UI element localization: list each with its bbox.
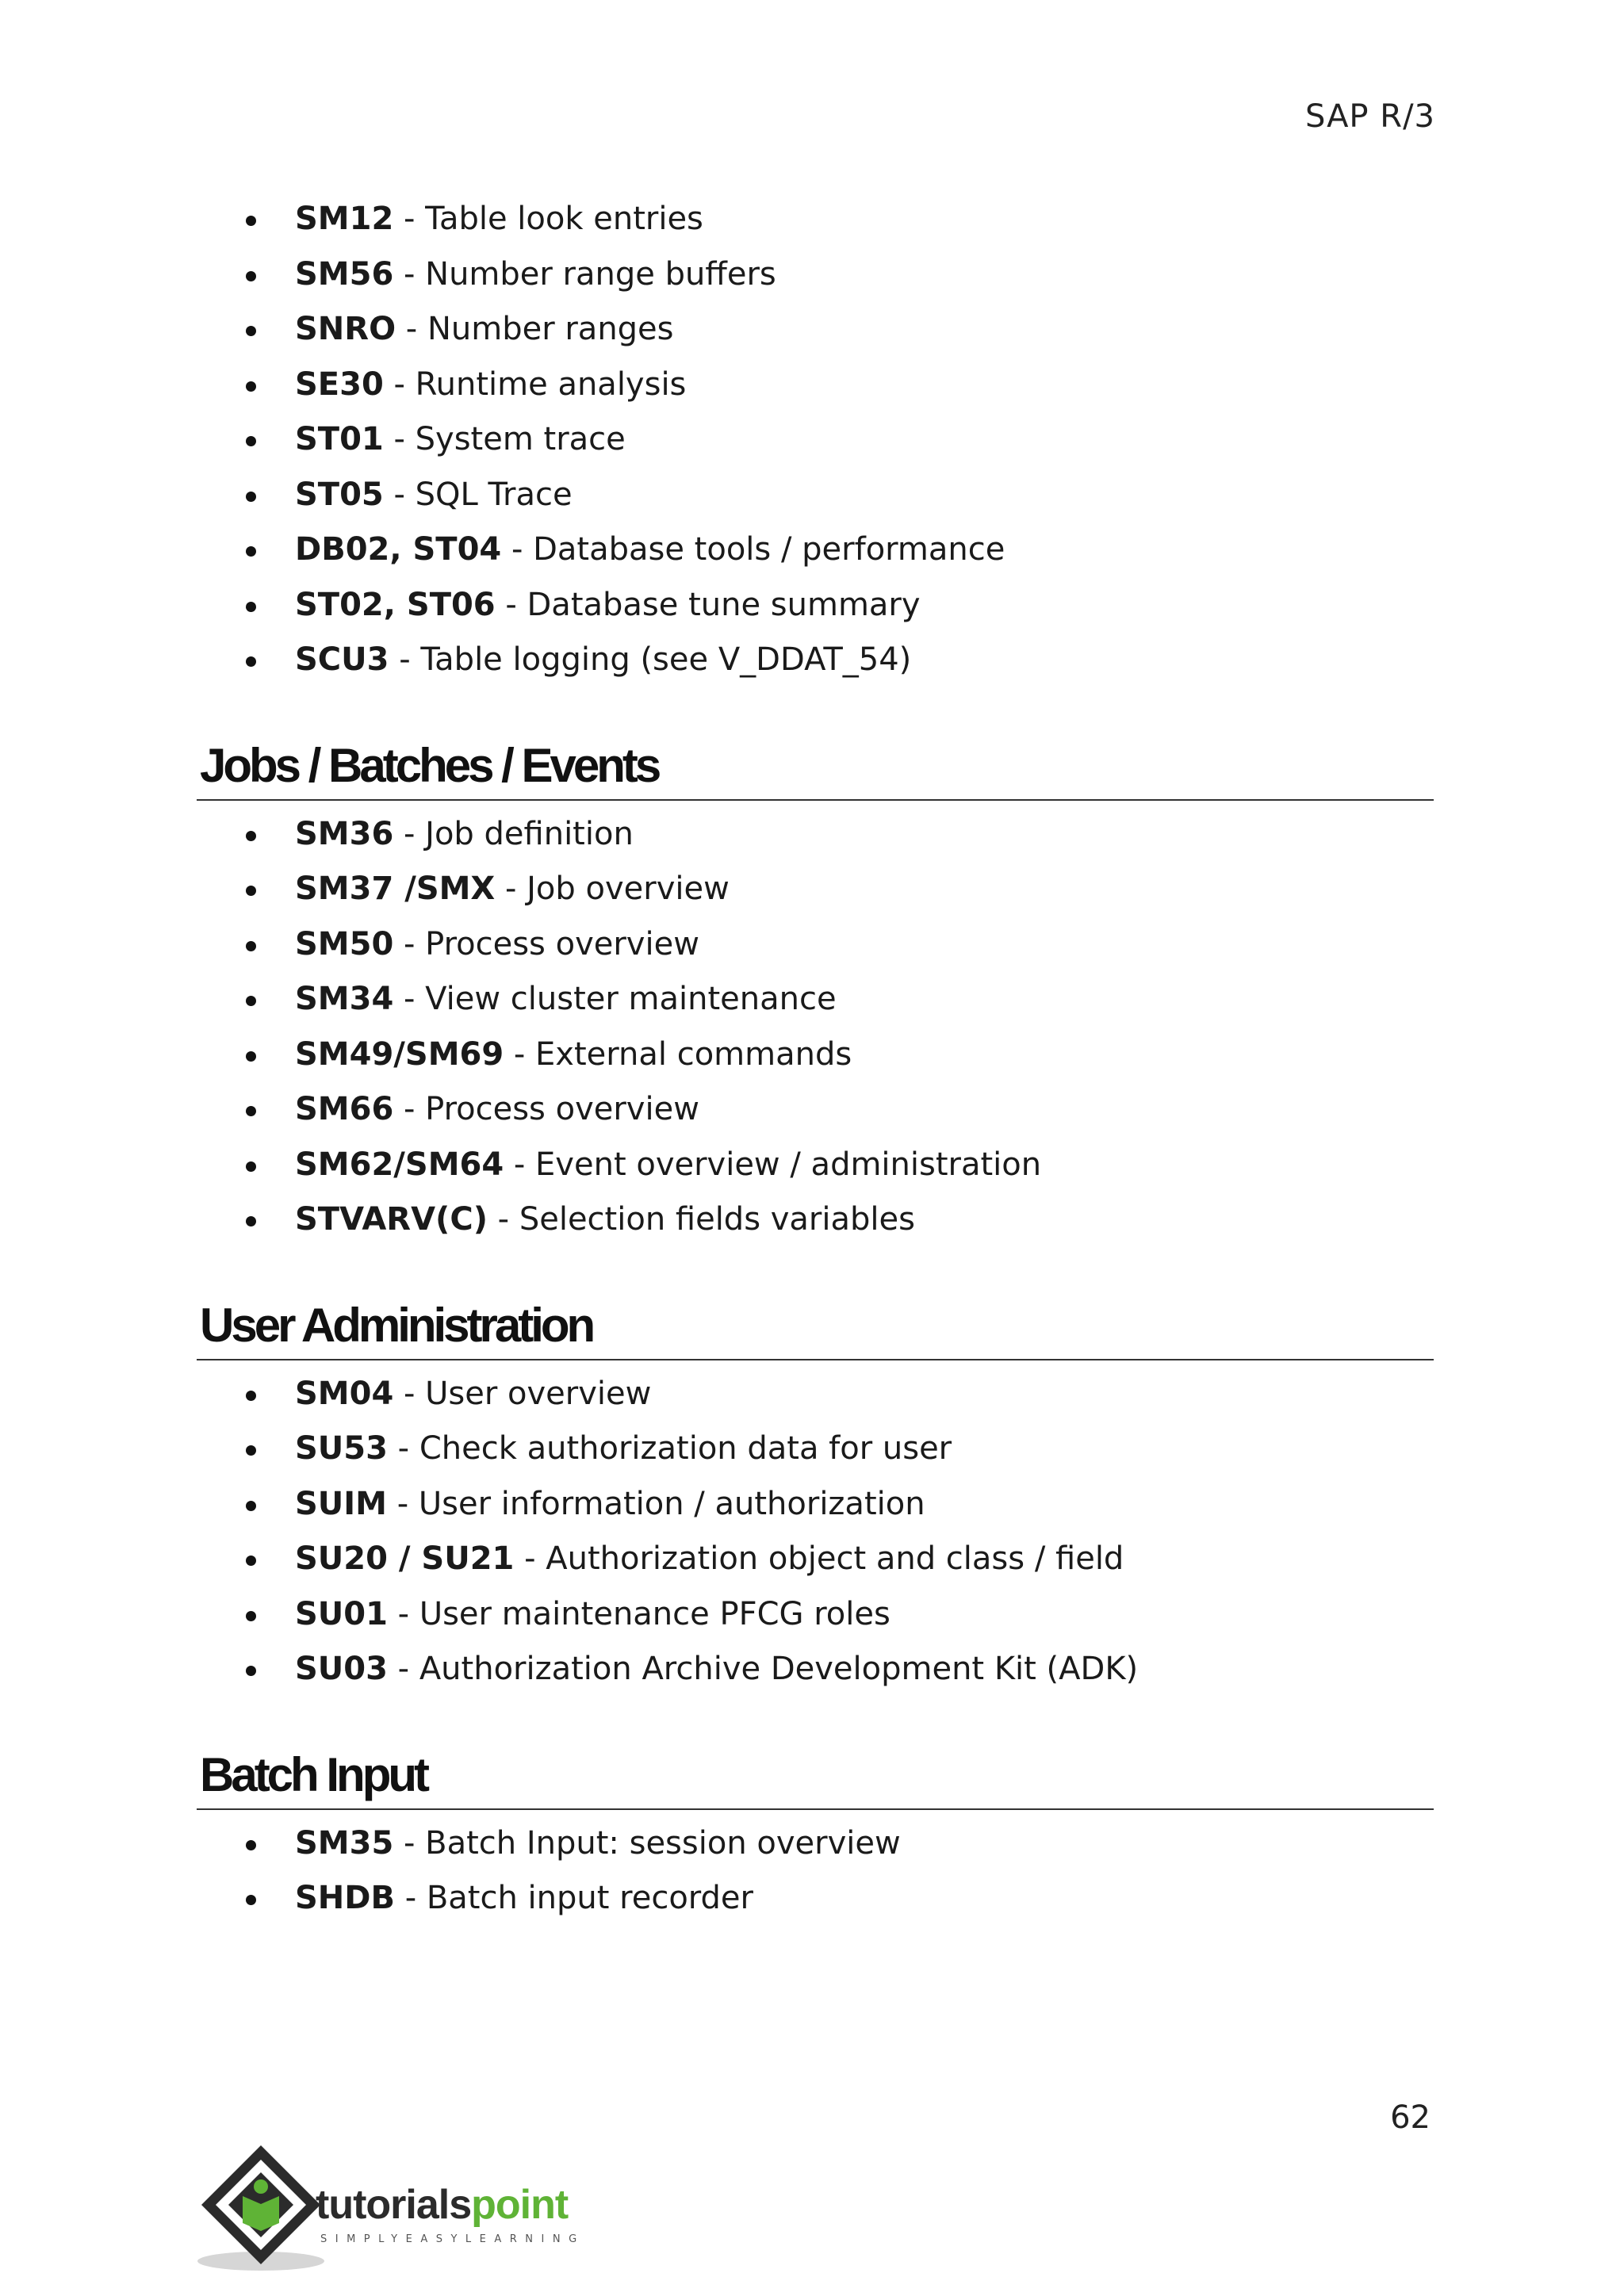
list-item: [197, 917, 1434, 973]
transaction-description: - User maintenance PFCG roles: [387, 1595, 891, 1632]
list-item: [197, 1642, 1434, 1697]
transaction-description: - Number range buffers: [393, 255, 776, 293]
bullet-icon: [246, 271, 256, 281]
transaction-code: SM50: [295, 925, 394, 962]
section-heading: Jobs / Batches / Events: [197, 737, 1434, 801]
list-item: [197, 247, 1434, 303]
page-number: 62: [1390, 2099, 1431, 2136]
transaction-list: [197, 807, 1434, 1248]
section: [197, 737, 1434, 1248]
list-item: [197, 862, 1434, 917]
sections: [197, 737, 1434, 1927]
bullet-icon: [246, 1501, 256, 1511]
list-item: [197, 578, 1434, 633]
bullet-icon: [246, 831, 256, 841]
transaction-code: SHDB: [295, 1880, 395, 1916]
transaction-description: - Event overview / administration: [504, 1146, 1042, 1183]
list-item: [197, 1367, 1434, 1422]
transaction-code: SM35: [295, 1824, 394, 1862]
transaction-code: SM62/SM64: [295, 1146, 504, 1183]
bullet-icon: [246, 1161, 256, 1172]
transaction-description: - SQL Trace: [383, 476, 573, 513]
transaction-code: STVARV(C): [295, 1201, 488, 1238]
list-item: [197, 972, 1434, 1027]
transaction-description: - Batch Input: session overview: [393, 1824, 901, 1862]
transaction-code: SM66: [295, 1091, 394, 1127]
bullet-icon: [246, 1840, 256, 1850]
transaction-code: SM04: [295, 1375, 394, 1412]
transaction-code: SM36: [295, 815, 394, 852]
transaction-description: - View cluster maintenance: [393, 981, 837, 1017]
list-item: [197, 1422, 1434, 1477]
transaction-list: [197, 1367, 1434, 1697]
transaction-description: - Job overview: [495, 871, 730, 907]
transaction-description: - User information / authorization: [386, 1485, 925, 1522]
transaction-description: - Authorization object and class / field: [514, 1540, 1124, 1577]
transaction-code: SU53: [295, 1430, 388, 1467]
bullet-icon: [246, 1051, 256, 1062]
list-item: [197, 633, 1434, 688]
list-item: [197, 302, 1434, 358]
bullet-icon: [246, 1106, 256, 1116]
transaction-code: SM56: [295, 255, 394, 293]
transaction-description: - Authorization Archive Development Kit (ADK): [387, 1651, 1139, 1687]
transaction-code: ST02, ST06: [295, 586, 496, 623]
transaction-description: - Process overview: [393, 1091, 699, 1127]
list-item: [197, 1532, 1434, 1587]
bullet-icon: [246, 941, 256, 951]
transaction-code: DB02, ST04: [295, 531, 502, 568]
list-item: [197, 192, 1434, 247]
transaction-code: SM49/SM69: [295, 1035, 504, 1073]
transaction-description: - Process overview: [393, 925, 699, 962]
transaction-code: SU01: [295, 1595, 388, 1632]
bullet-icon: [246, 546, 256, 557]
logo-figure-head: [254, 2179, 268, 2194]
transaction-description: - Check authorization data for user: [387, 1430, 952, 1467]
bullet-icon: [246, 1611, 256, 1621]
running-header: SAP R/3: [1304, 98, 1435, 135]
transaction-code: SM12: [295, 201, 394, 237]
list-item: [197, 1587, 1434, 1643]
transaction-description: - Database tools / performance: [501, 531, 1005, 568]
transaction-description: - Table logging (see V_DDAT_54): [389, 641, 912, 678]
bullet-icon: [246, 492, 256, 502]
section: [197, 1297, 1434, 1697]
section-heading: Batch Input: [197, 1747, 1434, 1810]
transaction-code: SCU3: [295, 641, 389, 678]
bullet-icon: [246, 216, 256, 226]
transaction-description: - Number ranges: [396, 311, 674, 347]
transaction-description: - Runtime analysis: [383, 365, 687, 403]
list-item: [197, 1027, 1434, 1083]
transaction-code: SM34: [295, 981, 394, 1017]
transaction-code: SU20 / SU21: [295, 1540, 515, 1577]
list-item: [197, 358, 1434, 413]
transaction-description: - Job definition: [393, 815, 634, 852]
transaction-code: SU03: [295, 1651, 388, 1687]
bullet-icon: [246, 602, 256, 612]
bullet-icon: [246, 436, 256, 446]
transaction-code: ST05: [295, 476, 384, 513]
transaction-description: - Database tune summary: [495, 586, 921, 623]
bullet-icon: [246, 1666, 256, 1676]
transaction-code: SE30: [295, 365, 384, 403]
transaction-description: - Batch input recorder: [394, 1880, 753, 1916]
bullet-icon: [246, 1445, 256, 1456]
list-item: [197, 1871, 1434, 1927]
bullet-icon: [246, 656, 256, 667]
list-item: [197, 807, 1434, 863]
bullet-icon: [246, 886, 256, 896]
transaction-code: SUIM: [295, 1485, 387, 1522]
list-item: [197, 522, 1434, 578]
bullet-icon: [246, 996, 256, 1006]
list-item: [197, 1816, 1434, 1872]
bullet-icon: [246, 1895, 256, 1905]
logo-tagline: SIMPLYEASYLEARNING: [320, 2233, 585, 2245]
transaction-description: - Selection fields variables: [487, 1201, 915, 1238]
list-item: [197, 412, 1434, 468]
transaction-description: - External commands: [504, 1035, 852, 1073]
bullet-icon: [246, 1216, 256, 1226]
bullet-icon: [246, 381, 256, 392]
bullet-icon: [246, 1391, 256, 1401]
transaction-description: - System trace: [383, 421, 626, 457]
bullet-icon: [246, 326, 256, 336]
transaction-description: - User overview: [393, 1375, 652, 1412]
transaction-code: ST01: [295, 421, 384, 457]
list-item: [197, 1138, 1434, 1193]
bullet-icon: [246, 1556, 256, 1566]
list-item: [197, 468, 1434, 523]
list-item: [197, 1192, 1434, 1248]
transaction-list: [197, 1816, 1434, 1927]
section-heading: User Administration: [197, 1297, 1434, 1360]
transaction-code: SM37 /SMX: [295, 871, 496, 907]
list-item: [197, 1082, 1434, 1138]
tutorialspoint-logo: [193, 2141, 638, 2283]
logo-wordmark-tutorials: tutorialspoint: [316, 2182, 569, 2228]
transaction-list-intro: [197, 192, 1434, 688]
transaction-description: - Table look entries: [393, 201, 703, 237]
page-content: [197, 192, 1434, 1927]
transaction-code: SNRO: [295, 311, 396, 347]
list-item: [197, 1477, 1434, 1533]
section: [197, 1747, 1434, 1927]
